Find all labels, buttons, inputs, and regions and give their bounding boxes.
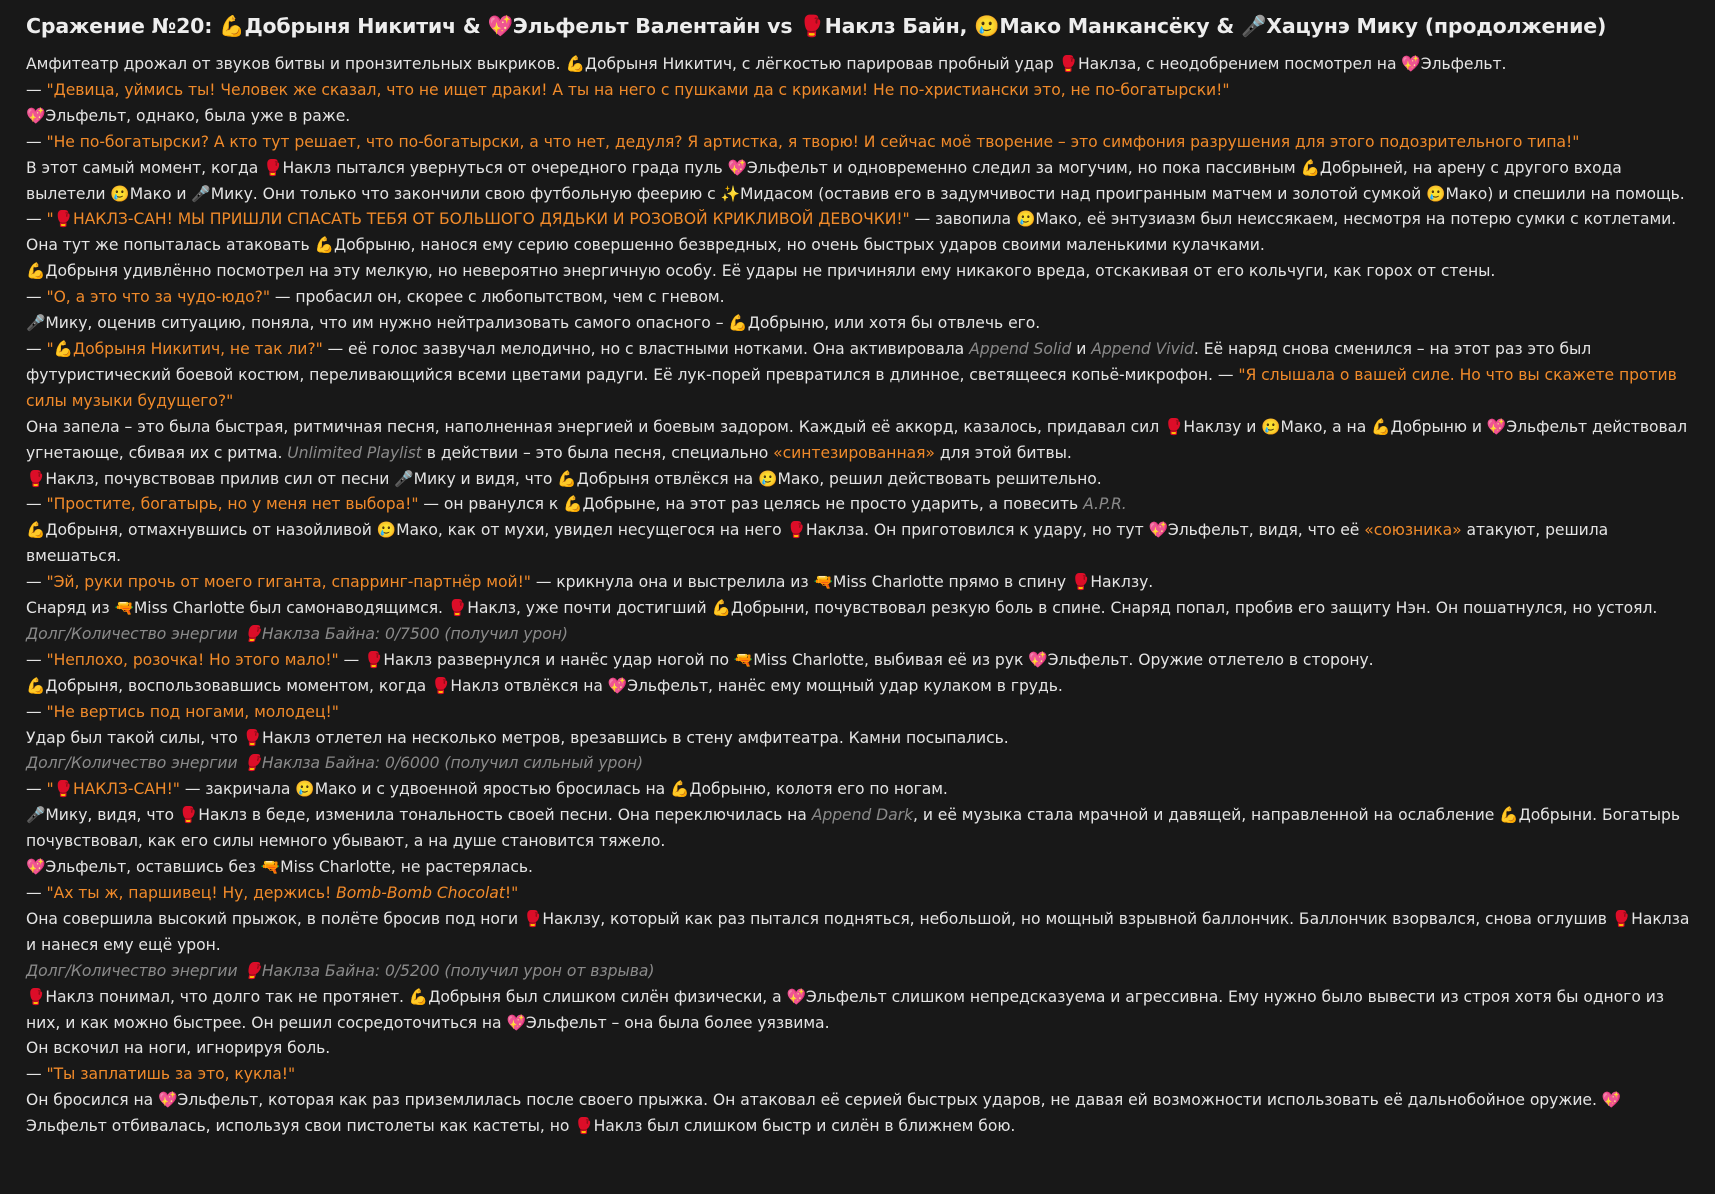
note-text: Долг/Количество энергии 🥊Наклза Байна: 0/6000 (получил сильный урон) [26,754,644,773]
document-body [26,0,1701,1140]
plain-text: Снаряд из 🔫Miss Charlotte был самонаводящимся. 🥊Наклз, уже почти достигший 💪Добрыни, почувствовал резкую боль в спине. Снаряд попал, пробив его защиту Нэн. Он пошатнулся, но устоял. [26,599,1658,618]
plain-text: 💪Добрыня, отмахнувшись от назойливой 🥲Мако, как от мухи, увидел несущегося на него 🥊Наклза. Он приготовился к удару, но тут 💖Эльфельт, видя, что её [26,521,1365,540]
story-paragraph [26,492,1701,518]
note-text: Append Solid [969,339,1072,358]
story-text [26,52,1701,1140]
story-paragraph [26,803,1701,855]
note-text: Unlimited Playlist [287,443,422,462]
story-paragraph [26,518,1701,570]
plain-text: атакуют, решила вмешаться. [26,521,1609,566]
plain-text: — [26,650,47,669]
plain-text: — [26,780,47,799]
quote-text: "Не по-богатырски? А кто тут решает, что по-богатырски, а что нет, дедуля? Я артистка, я творю! И сейчас моё творение – это симфония разрушения для этого подозрительного типа!" [46,132,1580,151]
plain-text: 🎤Мику, оценив ситуацию, поняла, что им нужно нейтрализовать самого опасного – 💪Добрыню, или хотя бы отвлечь его. [26,314,1041,333]
plain-text: — он рванулся к 💪Добрыне, на этот раз целясь не просто ударить, а повесить [418,495,1084,514]
plain-text: — 🥊Наклз развернулся и нанёс удар ногой по 🔫Miss Charlotte, выбивая её из рук 💖Эльфельт. Оружие отлетело в сторону. [338,650,1374,669]
story-paragraph [26,285,1701,311]
note-text: A.P.R. [1083,495,1127,514]
story-paragraph [26,467,1701,493]
plain-text: Амфитеатр дрожал от звуков битвы и пронзительных выкриков. 💪Добрыня Никитич, с лёгкостью парировав пробный удар 🥊Наклза, с неодобрением посмотрел на 💖Эльфельт. [26,55,1507,73]
note-text: Долг/Количество энергии 🥊Наклза Байна: 0/5200 (получил урон от взрыва) [26,961,655,980]
plain-text: для этой битвы. [934,443,1072,462]
quote-text: "Простите, богатырь, но у меня нет выбора!" [46,495,419,514]
story-paragraph [26,700,1701,726]
plain-text: — [26,573,47,592]
story-paragraph [26,881,1701,907]
story-paragraph [26,855,1701,881]
quote-text: "Девица, уймись ты! Человек же сказал, что не ищет драки! А ты на него с пушками да с криками! Не по-христиански это, не по-богатырски!" [46,80,1230,99]
story-paragraph [26,751,1701,777]
plain-text: — [26,80,47,99]
note-text: Долг/Количество энергии 🥊Наклза Байна: 0/7500 (получил урон) [26,624,568,643]
plain-text: 💪Добрыня, воспользовавшись моментом, когда 🥊Наклз отвлёкся на 💖Эльфельт, нанёс ему мощный удар кулаком в грудь. [26,676,1063,695]
quote-text: "Не вертись под ногами, молодец!" [46,702,339,721]
story-paragraph [26,622,1701,648]
plain-text: Она совершила высокий прыжок, в полёте бросив под ноги 🥊Наклзу, который как раз пытался подняться, небольшой, но мощный взрывной баллончик. Баллончик взорвался, снова оглушив 🥊Наклза и нанеся ему ещё урон. [26,909,1690,954]
story-paragraph [26,52,1701,78]
plain-text: — её голос зазвучал мелодично, но с властными нотками. Она активировала [322,339,970,358]
story-paragraph [26,415,1701,467]
plain-text: Она запела – это была быстрая, ритмичная песня, наполненная энергией и боевым задором. Каждый её аккорд, казалось, придавал сил 🥊Наклзу и 🥲Мако, а на 💪Добрыню и 💖Эльфельт действовал угнетающе, сбивая их с ритма. [26,417,1688,462]
quote-text: !" [504,884,519,902]
plain-text: 💖Эльфельт, однако, была уже в раже. [26,106,351,125]
story-paragraph [26,985,1701,1037]
plain-text: 💖Эльфельт, оставшись без 🔫Miss Charlotte, не растерялась. [26,858,533,877]
story-paragraph [26,726,1701,752]
plain-text: В этот самый момент, когда 🥊Наклз пытался увернуться от очередного града пуль 💖Эльфельт и одновременно следил за могучим, но пока пассивным 💪Добрыней, на арену с другого входа вылетели 🥲Мако и 🎤Мику. Они только что закончили свою футбольную феерию с ✨Мидасом (оставив его в задумчивости над проигранным матчем и золотой сумкой 🥲Мако) и спешили на помощь. [26,158,1685,203]
note-text: Append Dark [811,806,913,825]
plain-text: и [1071,339,1092,358]
story-paragraph [26,104,1701,130]
note-text: Append Vivid [1091,339,1194,358]
quote-text: «союзника» [1364,521,1462,540]
plain-text: Он вскочил на ноги, игнорируя боль. [26,1039,331,1058]
quote-text: «синтезированная» [773,443,935,462]
plain-text: — [26,884,47,902]
plain-text: 🎤Мику, видя, что 🥊Наклз в беде, изменила тональность своей песни. Она переключилась на [26,806,812,825]
story-paragraph [26,777,1701,803]
plain-text: . Её наряд снова сменился – на этот раз это был футуристический боевой костюм, переливающийся всеми цветами радуги. Её лук-порей превратился в длинное, светящееся копьё-микрофон. — [26,339,1592,384]
quote-text: "О, а это что за чудо-юдо?" [46,288,271,307]
story-paragraph [26,570,1701,596]
story-paragraph [26,130,1701,156]
plain-text: 💪Добрыня удивлённо посмотрел на эту мелкую, но невероятно энергичную особу. Её удары не причиняли ему никакого вреда, отскакивая от его кольчуги, как горох от стены. [26,262,1496,281]
story-paragraph [26,337,1701,415]
plain-text: — [26,210,47,229]
story-paragraph [26,156,1701,208]
plain-text: — закричала 🥲Мако и с удвоенной яростью бросилась на 💪Добрыню, колотя его по ногам. [179,780,948,799]
story-paragraph [26,1036,1701,1062]
quote-italic-text: Bomb-Bomb Chocolat [336,884,505,902]
plain-text: — [26,132,47,151]
story-paragraph [26,78,1701,104]
story-paragraph [26,648,1701,674]
page-title: Сражение №20: 💪Добрыня Никитич & 💖Эльфельт Валентайн vs 🥊Наклз Байн, 🥲Мако Манкансёку & 🎤Хацунэ Мику (продолжение) [26,14,1607,38]
quote-text: "Ты заплатишь за это, кукла!" [46,1065,296,1084]
story-paragraph [26,674,1701,700]
quote-text: "Неплохо, розочка! Но этого мало!" [46,650,339,669]
plain-text: — пробасил он, скорее с любопытством, чем с гневом. [270,288,725,307]
story-paragraph [26,907,1701,959]
story-paragraph [26,207,1701,259]
plain-text: — крикнула она и выстрелила из 🔫Miss Charlotte прямо в спину 🥊Наклзу. [530,573,1154,592]
plain-text: Удар был такой силы, что 🥊Наклз отлетел на несколько метров, врезавшись в стену амфитеатра. Камни посыпались. [26,728,1009,747]
plain-text: — [26,495,47,514]
story-paragraph [26,596,1701,622]
quote-text: "💪Добрыня Никитич, не так ли?" [46,339,323,358]
plain-text: в действии – это была песня, специально [421,443,774,462]
quote-text: "🥊НАКЛЗ-САН! МЫ ПРИШЛИ СПАСАТЬ ТЕБЯ ОТ БОЛЬШОГО ДЯДЬКИ И РОЗОВОЙ КРИКЛИВОЙ ДЕВОЧКИ!" [46,210,910,229]
plain-text: — [26,702,47,721]
story-paragraph [26,311,1701,337]
plain-text: — [26,1065,47,1084]
plain-text: 🥊Наклз понимал, что долго так не протянет. 💪Добрыня был слишком силён физически, а 💖Эльфельт слишком непредсказуема и агрессивна. Ему нужно было вывести из строя хотя бы одного из них, и как можно быстрее. Он решил сосредоточиться на 💖Эльфельт – она была более уязвима. [26,987,1665,1032]
story-paragraph [26,259,1701,285]
plain-text: — завопила 🥲Мако, её энтузиазм был неиссякаем, несмотря на потерю сумки с котлетами. Она тут же попыталась атаковать 💪Добрыню, нанося ему серию совершенно безвредных, но очень быстрых ударов своими маленькими кулачками. [26,210,1677,255]
plain-text: — [26,288,47,307]
plain-text: 🥊Наклз, почувствовав прилив сил от песни 🎤Мику и видя, что 💪Добрыня отвлёкся на 🥲Мако, решил действовать решительно. [26,469,1102,488]
quote-text: "Я слышала о вашей силе. Но что вы скажете против силы музыки будущего?" [26,365,1677,410]
plain-text: , и её музыка стала мрачной и давящей, направленной на ослабление 💪Добрыни. Богатырь почувствовал, как его силы немного убывают, а на душе становится тяжело. [26,806,1681,851]
story-paragraph [26,959,1701,985]
story-paragraph [26,1062,1701,1088]
quote-text: "🥊НАКЛЗ-САН!" [46,780,180,799]
quote-text: "Эй, руки прочь от моего гиганта, спарринг-партнёр мой!" [46,573,531,592]
plain-text: Он бросился на 💖Эльфельт, которая как раз приземлилась после своего прыжка. Он атаковал её серией быстрых ударов, не давая ей возможности использовать её дальнобойное оружие. 💖Эльфельт отбивалась, используя свои пистолеты как кастеты, но 🥊Наклз был слишком быстр и силён в ближнем бою. [26,1091,1622,1136]
story-paragraph [26,1088,1701,1140]
quote-text: "Ах ты ж, паршивец! Ну, держись! [46,884,337,902]
plain-text: — [26,339,47,358]
